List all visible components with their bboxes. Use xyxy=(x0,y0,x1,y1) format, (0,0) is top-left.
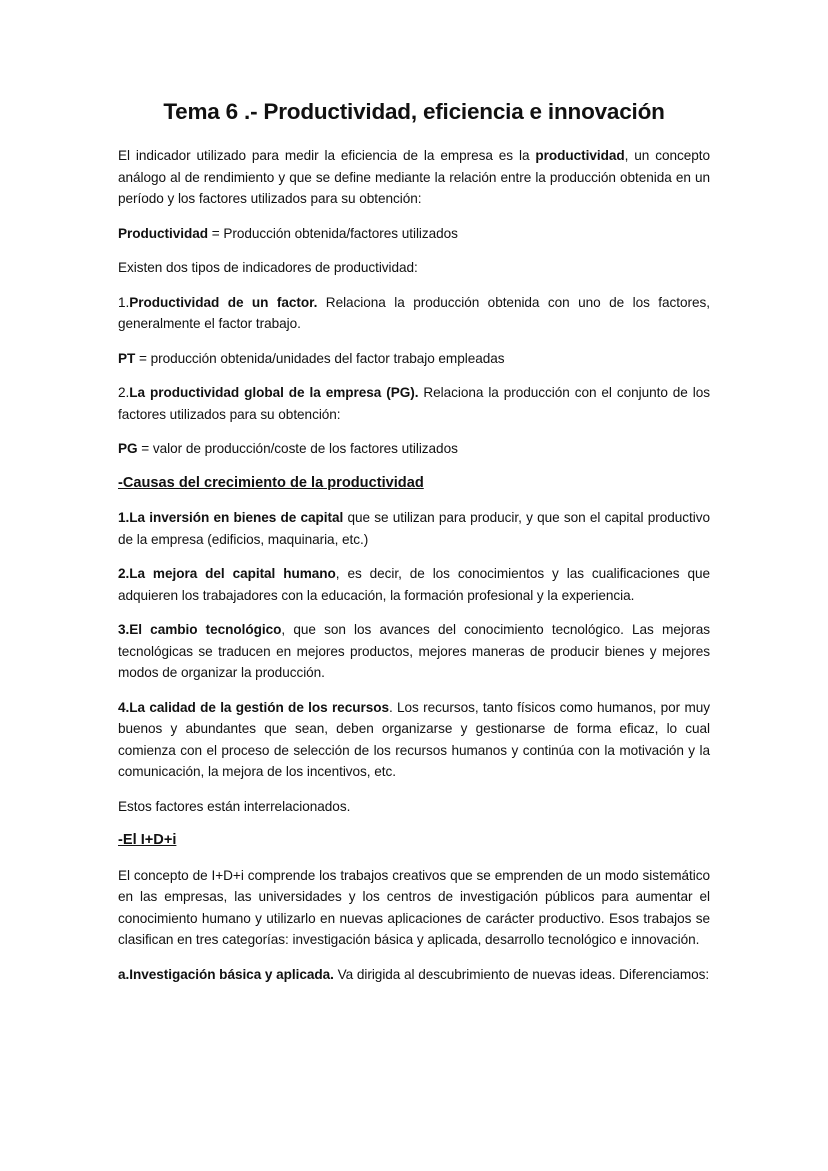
intro-text-start: El indicador utilizado para medir la eficiencia de la empresa es la xyxy=(118,148,536,163)
idi-item-a-title: a.Investigación básica y aplicada. xyxy=(118,966,334,982)
type-2-paragraph xyxy=(118,382,710,425)
cause-item xyxy=(118,507,710,550)
idi-item-a-text: Va dirigida al descubrimiento de nuevas ideas. Diferenciamos: xyxy=(333,966,710,982)
intro-paragraph xyxy=(118,145,710,210)
formula-productividad-text: = Producción obtenida/factores utilizados xyxy=(208,225,458,241)
section-heading-idi: -El I+D+i xyxy=(118,832,177,848)
formula-productividad xyxy=(118,223,710,245)
cause-item-text: que se utilizan para producir, y que son el capital productivo de la empresa (edificios, maquinaria, etc.) xyxy=(118,510,710,547)
intro-text-end: , un concepto análogo al de rendimiento y que se define mediante la relación entre la producción obtenida en un período y los factores utilizados para su obtención: xyxy=(118,148,710,206)
types-intro: Existen dos tipos de indicadores de productividad: xyxy=(118,260,418,275)
type-1-paragraph xyxy=(118,292,710,335)
type-2-text: Relaciona la producción con el conjunto de los factores utilizados para su obtención: xyxy=(118,385,710,422)
type-2-number: 2. xyxy=(118,385,130,400)
cause-item-text: , que son los avances del conocimiento tecnológico. Las mejoras tecnológicas se traducen en mejores productos, mejores maneras de producir bienes y mejores modos de organizar la producción. xyxy=(118,622,710,680)
cause-item xyxy=(118,697,710,783)
type-1-number: 1. xyxy=(118,294,130,310)
formula-pt-text: = producción obtenida/unidades del factor trabajo empleadas xyxy=(135,350,505,366)
cause-item-text: . Los recursos, tanto físicos como humanos, por muy buenos y abundantes que sean, deben organizarse y gestionarse de forma eficaz, lo cual comienza con el proceso de selección de los recursos humanos y continúa con la motivación y la comunicación, la mejora de los incentivos, etc. xyxy=(118,699,710,779)
formula-productividad-term: Productividad xyxy=(118,225,208,241)
type-2-title: La productividad global de la empresa (PG). xyxy=(129,385,419,400)
formula-pg xyxy=(118,438,710,460)
type-1-text: Relaciona la producción obtenida con uno de los factores, generalmente el factor trabajo. xyxy=(118,294,710,331)
formula-pg-text: = valor de producción/coste de los factores utilizados xyxy=(137,441,458,456)
formula-pg-term: PG xyxy=(118,441,138,456)
cause-item-title: 4.La calidad de la gestión de los recursos xyxy=(118,699,389,715)
cause-item-title: 1.La inversión en bienes de capital xyxy=(118,510,344,525)
idi-paragraph: El concepto de I+D+i comprende los trabajos creativos que se emprenden de un modo sistemático en las empresas, las universidades y los centros de investigación públicos para aumentar el conocimiento humano y utilizarlo en nuevas aplicaciones de carácter productivo. Esos trabajos se clasifican en tres categorías: investigación básica y aplicada, desarrollo tecnológico e innovación. xyxy=(118,867,710,947)
cause-item-title: 2.La mejora del capital humano xyxy=(118,566,336,581)
formula-pt-term: PT xyxy=(118,350,136,366)
cause-item-title: 3.El cambio tecnológico xyxy=(118,622,282,637)
document-title: Tema 6 .- Productividad, eficiencia e innovación xyxy=(163,99,665,124)
causes-outro: Estos factores están interrelacionados. xyxy=(118,798,351,814)
cause-item-text: , es decir, de los conocimientos y las cualificaciones que adquieren los trabajadores con la educación, la formación profesional y la experiencia. xyxy=(118,566,710,603)
intro-bold-term: productividad xyxy=(535,148,625,163)
formula-pt xyxy=(118,348,710,370)
cause-item xyxy=(118,563,710,606)
type-1-title: Productividad de un factor. xyxy=(129,294,318,310)
idi-item-a xyxy=(118,964,710,986)
section-heading-causas: -Causas del crecimiento de la productividad xyxy=(118,474,424,491)
cause-item xyxy=(118,619,710,684)
